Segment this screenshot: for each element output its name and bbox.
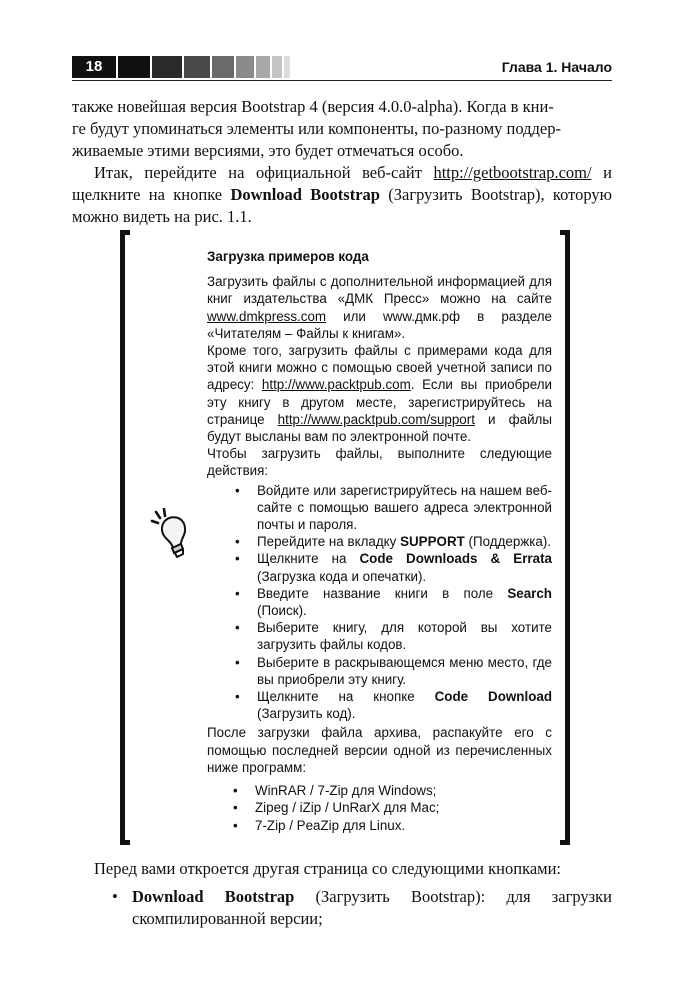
header-block (184, 56, 210, 78)
text-line: Перед вами откроется другая страница со следующими кнопками: (94, 859, 562, 878)
text-span: (Загрузить Bootstrap): для загрузки скомпилированной версии; (132, 887, 613, 928)
header-block (236, 56, 254, 78)
header-block (272, 56, 282, 78)
list-item: • WinRAR / 7-Zip для Windows; (255, 782, 552, 799)
lightbulb-icon (150, 508, 194, 558)
text-span: . Если вы приобрели эту книгу в другом месте, зарегистрируйтесь на странице (207, 377, 552, 427)
getbootstrap-link[interactable]: http://getbootstrap.com/ (433, 163, 592, 182)
list-item: • Щелкните на кнопке Code Download (Загрузить код). (257, 688, 552, 722)
text-span: (Загрузить Bootstrap), которую можно видеть на рис. 1.1. (72, 185, 612, 226)
page-number: 18 (72, 56, 116, 78)
buttons-paragraph (72, 858, 612, 930)
dmkpress-link[interactable]: www.dmkpress.com (207, 308, 327, 324)
header-block (284, 56, 290, 78)
list-item (72, 886, 612, 930)
left-bracket (120, 230, 130, 845)
text-line: также новейшая версия Bootstrap 4 (версия 4.0.0-alpha). Когда в кни- (72, 97, 554, 116)
right-bracket (560, 230, 570, 845)
list-item: • Щелкните на Code Downloads & Errata (Загрузка кода и опечатки). (257, 550, 552, 584)
text-span: и щелкните на кнопке (72, 163, 612, 204)
text-span: Итак, перейдите на официальной веб-сайт (94, 163, 434, 182)
packtpub-support-link[interactable]: http://www.packtpub.com/support (277, 411, 475, 427)
page-header (72, 56, 612, 78)
list-item: • 7-Zip / PeaZip для Linux. (255, 817, 552, 834)
tip-paragraph (207, 273, 552, 342)
packtpub-link[interactable]: http://www.packtpub.com (261, 377, 411, 393)
tip-content (207, 248, 552, 836)
header-block (256, 56, 270, 78)
list-item: • Выберите книгу, для которой вы хотите загрузить файлы кодов. (257, 619, 552, 653)
text-line: живаемые этими версиями, это будет отмечаться особо. (72, 141, 464, 160)
code-download-tip-box (120, 230, 570, 845)
chapter-title: Глава 1. Начало (501, 59, 612, 75)
header-block (118, 56, 150, 78)
bullet-icon: • (112, 887, 118, 906)
list-item: • Введите название книги в поле Search (Поиск). (257, 585, 552, 619)
header-block (212, 56, 234, 78)
tip-paragraph: Чтобы загрузить файлы, выполните следующие действия: (207, 446, 552, 479)
download-bootstrap-term: Download Bootstrap (230, 185, 380, 204)
text-span: и файлы будут высланы вам по электронной почте. (207, 411, 552, 445)
download-bootstrap-term: Download Bootstrap (132, 887, 295, 906)
download-paragraph (72, 162, 612, 228)
tip-paragraph: После загрузки файла архива, распакуйте его с помощью последней версии одной из перечисленных ниже программ: (207, 725, 552, 775)
text-span: Кроме того, загрузить файлы с примерами кода для этой книги можно с помощью своей учетной записи по адресу: (207, 343, 552, 393)
text-span: или www.дмк.рф в разделе «Читателям – Файлы к книгам». (207, 308, 552, 341)
header-rule (72, 80, 612, 81)
text-line: ге будут упоминаться элементы или компоненты, по-разному поддер- (72, 119, 561, 138)
tip-title: Загрузка примеров кода (207, 249, 369, 264)
intro-paragraph (72, 96, 612, 162)
list-item: • Перейдите на вкладку SUPPORT (Поддержка). (257, 533, 552, 550)
tip-paragraph (207, 342, 552, 445)
programs-list (207, 782, 552, 834)
steps-list (207, 482, 552, 723)
list-item: • Выберите в раскрывающемся меню место, где вы приобрели эту книгу. (257, 654, 552, 688)
header-block (152, 56, 182, 78)
list-item: • Войдите или зарегистрируйтесь на нашем веб-сайте с помощью вашего адреса электронной почты и пароля. (257, 482, 552, 534)
text-span: Загрузить файлы с дополнительной информацией для книг издательства «ДМК Пресс» можно на сайте (207, 274, 552, 307)
list-item: • Zipeg / iZip / UnRarX для Mac; (255, 799, 552, 816)
